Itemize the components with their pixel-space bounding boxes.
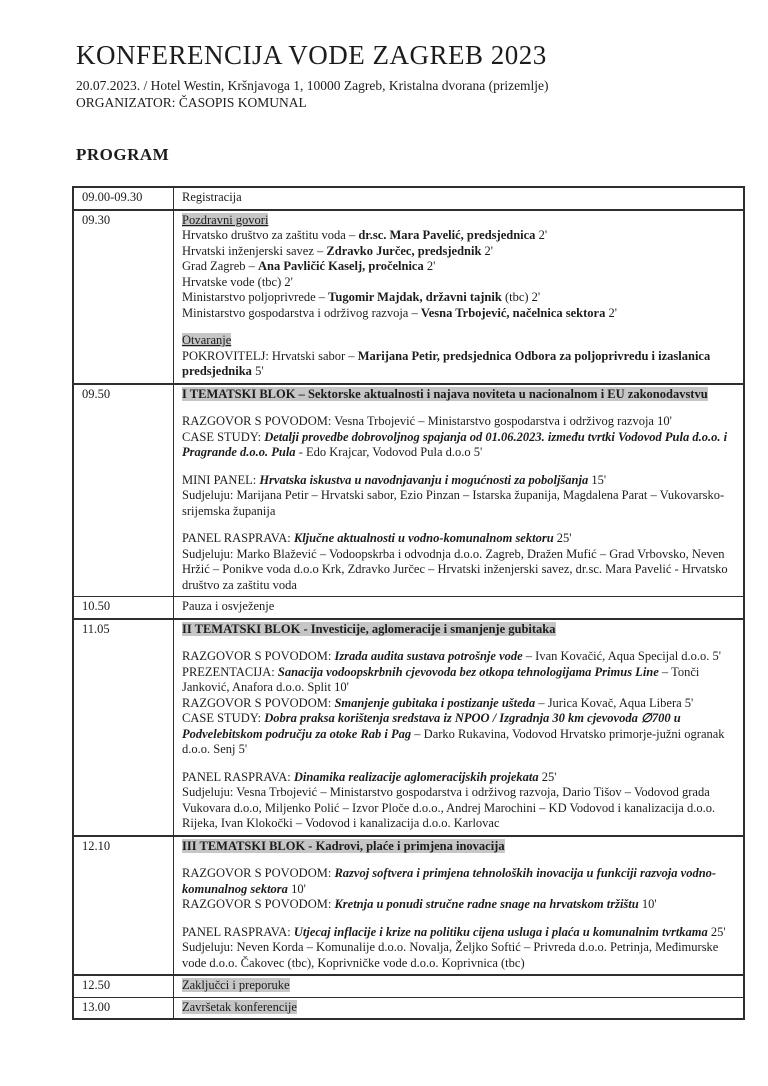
- text-segment: PANEL RASPRAVA:: [182, 769, 294, 784]
- text-segment: PANEL RASPRAVA:: [182, 924, 294, 939]
- talk-title: Dobra praksa korištenja sredstava iz NPOO / Izgradnja 30 km cjevovoda ∅700 u Podvelebitskom području za otoke Rab i Pag: [182, 711, 681, 741]
- program-line: [182, 228, 735, 244]
- text-segment: - Edo Krajcar, Vodovod Pula d.o.o 5': [295, 445, 483, 459]
- text-segment: – Jurica Kovač, Aqua Libera 5': [535, 695, 694, 710]
- time-cell: 13.00: [73, 997, 174, 1019]
- program-line: [182, 414, 735, 430]
- program-line: [182, 488, 735, 519]
- table-row: [73, 597, 744, 619]
- text-segment: – Ivan Kovačić, Aqua Specijal d.o.o. 5': [522, 649, 722, 663]
- program-line: [182, 244, 735, 260]
- program-line: [182, 1000, 735, 1016]
- program-line: [182, 897, 735, 913]
- organizer-line: ORGANIZATOR: ČASOPIS KOMUNAL: [76, 95, 307, 110]
- text-segment: – Darko Rukavina, Vodovod Hrvatsko primorje-južni ogranak d.o.o. Senj 5': [182, 726, 725, 756]
- program-line: [182, 547, 735, 594]
- time-cell: 09.30: [73, 210, 174, 384]
- talk-title: Detalji provedbe dobrovoljnog spajanja od 01.06.2023. između tvrtki Vodovod Pula d.o.o. i Pragrande d.o.o. Pula: [182, 429, 728, 459]
- program-line: [182, 940, 735, 971]
- highlighted-item: Zaključci i preporuke: [182, 978, 290, 992]
- program-line: [182, 696, 735, 712]
- text-segment: Registracija: [182, 190, 242, 204]
- text-segment: 15': [588, 472, 607, 487]
- content-cell: [174, 597, 745, 619]
- text-segment: 10': [638, 897, 657, 911]
- text-segment: 25': [553, 531, 572, 545]
- text-segment: Ministarstvo gospodarstva i održivog razvoja –: [182, 305, 421, 320]
- text-segment: CASE STUDY:: [182, 429, 265, 444]
- text-segment: Sudjeluju: Marko Blažević – Vodoopskrba i odvodnja d.o.o. Zagreb, Dražen Mufić – Grad Vrbovsko, Neven Hržić – Ponikve voda d.o.o Krk, Zdravko Jurčec – Hrvatski inženjerski savez, dr.sc. Mara Pavelić - Hrvatsko društvo za zaštitu voda: [182, 546, 728, 592]
- program-line: [182, 622, 735, 638]
- text-segment: Ministarstvo poljoprivrede –: [182, 290, 329, 304]
- program-line: [182, 711, 735, 758]
- program-line: [182, 866, 735, 897]
- text-segment: Hrvatske vode (tbc) 2': [182, 274, 293, 289]
- text-segment: 2': [481, 243, 494, 258]
- program-line: [182, 665, 735, 696]
- text-segment: MINI PANEL:: [182, 472, 260, 487]
- program-line: [182, 430, 735, 461]
- program-line: [182, 649, 735, 665]
- subsection-header: Otvaranje: [182, 333, 232, 347]
- speaker-name: dr.sc. Mara Pavelić, predsjednica: [358, 228, 536, 242]
- time-cell: 09.00-09.30: [73, 187, 174, 210]
- text-segment: 2': [423, 259, 436, 273]
- section-header: II TEMATSKI BLOK - Investicije, aglomeracije i smanjenje gubitaka: [182, 621, 556, 636]
- text-segment: 10': [287, 881, 306, 896]
- speaker-name: Vesna Trbojević, načelnica sektora: [420, 305, 606, 320]
- text-segment: Hrvatsko društvo za zaštitu voda –: [182, 228, 359, 242]
- program-line: [182, 333, 735, 349]
- text-segment: Hrvatski inženjerski savez –: [182, 243, 327, 258]
- talk-title: Hrvatska iskustva u navodnjavanju i mogućnosti za poboljšanja: [259, 472, 589, 487]
- program-line: [182, 531, 735, 547]
- program-line: [182, 839, 735, 855]
- program-table: [72, 186, 745, 1020]
- content-cell: [174, 997, 745, 1019]
- table-row: [73, 619, 744, 836]
- program-line: [182, 785, 735, 832]
- text-segment: CASE STUDY:: [182, 711, 265, 725]
- table-row: [73, 187, 744, 210]
- talk-title: Dinamika realizacije aglomeracijskih projekata: [293, 769, 539, 784]
- program-line: [182, 259, 735, 275]
- speaker-name: Zdravko Jurčec, predsjednik: [326, 243, 482, 258]
- talk-title: Razvoj softvera i primjena tehnoloških inovacija u funkciji razvoja vodno-komunalnog sektora: [182, 866, 717, 896]
- program-heading: PROGRAM: [76, 145, 170, 164]
- subsection-header: Pozdravni govori: [182, 212, 269, 227]
- section-header: I TEMATSKI BLOK – Sektorske aktualnosti i najava noviteta u nacionalnom i EU zakonodavstvu: [182, 386, 708, 401]
- text-segment: RAZGOVOR S POVODOM:: [182, 649, 335, 663]
- text-segment: Sudjeluju: Neven Korda – Komunalije d.o.o. Novalja, Željko Softić – Privreda d.o.o. Petrinja, Međimurske vode d.o.o. Čakovec (tbc), Koprivničke vode d.o.o. Koprivnica (tbc): [182, 940, 719, 970]
- text-segment: RAZGOVOR S POVODOM:: [182, 897, 335, 911]
- content-cell: [174, 619, 745, 836]
- text-segment: Sudjeluju: Vesna Trbojević – Ministarstvo gospodarstva i održivog razvoja, Dario Tišov – Vodovod grada Vukovara d.o.o, Miljenko Polić – Izvor Ploče d.o.o., Andrej Marochini – KD Vodovod i kanalizacija d.o.o. Rijeka, Ivan Klokočki – Vodovod i kanalizacija d.o.o. Karlovac: [182, 785, 716, 830]
- program-line: [182, 349, 735, 380]
- program-line: [182, 599, 735, 615]
- section-header: III TEMATSKI BLOK - Kadrovi, plaće i primjena inovacija: [182, 838, 505, 853]
- event-details: 20.07.2023. / Hotel Westin, Kršnjavoga 1, 10000 Zagreb, Kristalna dvorana (prizemlje): [76, 78, 549, 93]
- text-segment: 25': [538, 769, 557, 784]
- talk-title: Sanacija vodoopskrbnih cjevovoda bez otkopa tehnologijama Primus Line: [277, 664, 659, 679]
- text-segment: 2': [605, 305, 617, 320]
- program-line: [182, 925, 735, 941]
- program-line: [182, 306, 735, 322]
- program-line: [182, 978, 735, 994]
- content-cell: [174, 187, 745, 210]
- talk-title: Izrada audita sustava potrošnje vode: [334, 649, 523, 663]
- text-segment: POKROVITELJ: Hrvatski sabor –: [182, 348, 358, 363]
- program-table-body: [73, 187, 744, 1019]
- talk-title: Kretnja u ponudi stručne radne snage na hrvatskom tržištu: [334, 897, 639, 911]
- text-segment: RAZGOVOR S POVODOM: Vesna Trbojević – Ministarstvo gospodarstva i održivog razvoja 10': [182, 414, 672, 428]
- content-cell: [174, 384, 745, 597]
- table-row: [73, 210, 744, 384]
- text-segment: Grad Zagreb –: [182, 259, 259, 273]
- text-segment: Sudjeluju: Marijana Petir – Hrvatski sabor, Ezio Pinzan – Istarska županija, Magdalena Parat – Vukovarsko-srijemska županija: [182, 488, 725, 518]
- program-line: [182, 190, 735, 206]
- talk-title: Smanjenje gubitaka i postizanje ušteda: [334, 695, 536, 710]
- table-row: [73, 975, 744, 997]
- highlighted-item: Završetak konferencije: [182, 999, 297, 1014]
- text-segment: PANEL RASPRAVA:: [182, 531, 294, 545]
- program-line: [182, 290, 735, 306]
- content-cell: [174, 975, 745, 997]
- text-segment: 25': [707, 924, 726, 939]
- program-line: [182, 213, 735, 229]
- time-cell: 10.50: [73, 597, 174, 619]
- program-line: [182, 770, 735, 786]
- time-cell: 11.05: [73, 619, 174, 836]
- time-cell: 09.50: [73, 384, 174, 597]
- text-segment: 2': [535, 228, 548, 242]
- program-line: [182, 387, 735, 403]
- table-row: [73, 836, 744, 976]
- page-title: KONFERENCIJA VODE ZAGREB 2023: [76, 40, 547, 70]
- table-row: [73, 997, 744, 1019]
- speaker-name: Ana Pavličić Kaselj, pročelnica: [258, 259, 424, 273]
- table-row: [73, 384, 744, 597]
- text-segment: (tbc) 2': [501, 290, 541, 304]
- text-segment: Pauza i osvježenje: [182, 599, 275, 613]
- time-cell: 12.50: [73, 975, 174, 997]
- program-line: [182, 275, 735, 291]
- talk-title: Utjecaj inflacije i krize na politiku cijena usluga i plaća u komunalnim tvrtkama: [293, 924, 708, 939]
- speaker-name: Tugomir Majdak, državni tajnik: [328, 290, 502, 304]
- content-cell: [174, 836, 745, 976]
- text-segment: 5': [251, 364, 264, 378]
- time-cell: 12.10: [73, 836, 174, 976]
- text-segment: PREZENTACIJA:: [182, 664, 278, 679]
- speaker-name: Marijana Petir, predsjednica Odbora za poljoprivredu i izaslanica predsjednika: [182, 348, 711, 378]
- content-cell: [174, 210, 745, 384]
- talk-title: Ključne aktualnosti u vodno-komunalnom sektoru: [293, 531, 554, 545]
- text-segment: – Tonči Janković, Anafora d.o.o. Split 10': [182, 664, 700, 694]
- text-segment: RAZGOVOR S POVODOM:: [182, 695, 335, 710]
- program-line: [182, 473, 735, 489]
- text-segment: RAZGOVOR S POVODOM:: [182, 866, 335, 880]
